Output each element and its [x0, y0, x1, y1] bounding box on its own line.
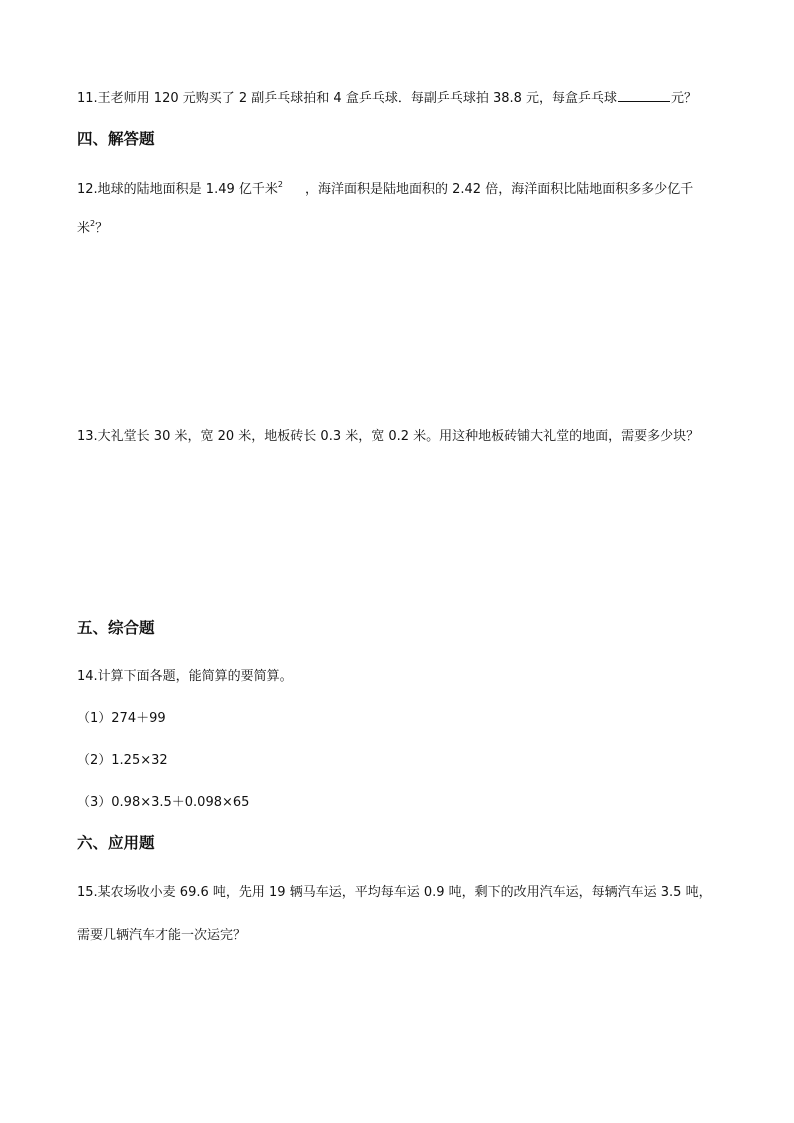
question-12-text-c: 米	[77, 221, 91, 236]
section-6-title: 六、应用题	[77, 834, 155, 852]
question-14-item-1: （1）274＋99	[77, 711, 166, 726]
superscript: 2	[90, 219, 96, 228]
question-12-text-a: 12.地球的陆地面积是 1.49 亿千米	[77, 182, 278, 197]
question-14-item-3: （3）0.98×3.5＋0.098×65	[77, 795, 250, 810]
question-14-item-2: （2）1.25×32	[77, 753, 168, 768]
question-12-line-1	[77, 181, 693, 199]
question-11-unit: 元？	[671, 91, 698, 106]
question-15-line-1: 15.某农场收小麦 69.6 吨，先用 19 辆马车运，平均每车运 0.9 吨，剩下的改用汽车运，每辆汽车运 3.5 吨，	[77, 885, 712, 900]
question-13: 13.大礼堂长 30 米，宽 20 米，地板砖长 0.3 米，宽 0.2 米。用这种地板砖铺大礼堂的地面，需要多少块？	[77, 429, 700, 444]
section-4-title: 四、解答题	[77, 130, 155, 148]
question-11	[77, 88, 697, 108]
question-14: 14.计算下面各题，能简算的要简算。	[77, 669, 293, 684]
question-11-text: 11.王老师用 120 元购买了 2 副乒乓球拍和 4 盒乒乓球．每副乒乓球拍 38.8 元，每盒乒乓球	[77, 91, 618, 106]
section-5-title: 五、综合题	[77, 619, 155, 637]
question-12-text-b: ，海洋面积是陆地面积的 2.42 倍，海洋面积比陆地面积多多少亿千	[304, 182, 694, 197]
question-15-line-2: 需要几辆汽车才能一次运完？	[77, 928, 247, 943]
question-12-line-2	[77, 220, 108, 238]
superscript: 2	[277, 180, 283, 189]
question-12-text-d: ？	[95, 221, 109, 236]
answer-blank[interactable]	[618, 88, 670, 102]
